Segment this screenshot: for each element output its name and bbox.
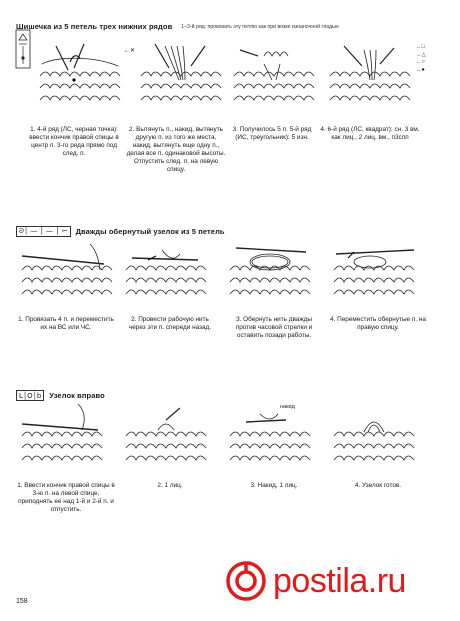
section2-step2-caption: 2. Провести рабочую нить через эти п. спереди назад. — [128, 316, 212, 331]
section3-step4-caption: 4. Узелок готов. — [354, 482, 402, 489]
section1-step4-caption: 4. 6-й ряд (ЛС, квадрат): сн. 3 вм. как лиц., 2 лиц. вм., п3спп — [320, 126, 420, 141]
section1-title: Шишечка из 5 петель трех нижних рядов — [16, 22, 173, 31]
section2-step1-illustration — [18, 240, 116, 306]
section3-step3-caption: 3. Накид, 1 лиц. — [250, 482, 298, 489]
section2-title: Дважды обернутый узелок из 5 петель — [75, 227, 225, 236]
section1-step1-illustration — [34, 36, 124, 116]
section2-step1-caption: 1. Провязать 4 п. и переместить их на ВС или ЧС. — [18, 316, 114, 331]
section1-step3-caption: 3. Получилось 5 п. 5-й ряд (ИС, треугольник): 5 изн. — [232, 126, 312, 141]
section2-header — [16, 226, 225, 237]
step1-row-marker: ←✕ — [124, 48, 136, 54]
section1-header — [16, 22, 339, 31]
bobble-symbol-chart — [14, 28, 34, 70]
section2-step4-caption: 4. Переместить обернутые п. на правую спицу. — [330, 316, 426, 331]
section2-chart-symbol: ᘐ│ — │ — │ ⌐ — [16, 226, 71, 237]
section3-step3-illustration — [226, 400, 322, 470]
section1-step2-illustration — [135, 36, 225, 116]
section1-step4-illustration — [324, 36, 414, 116]
section2-step4-illustration — [330, 240, 428, 306]
page-number: 158 — [16, 598, 28, 605]
section1-step1-caption: 1. 4-й ряд (ЛС, черная точка): ввести кончик правой спицы в центр п. 3-го ряда прямо под след. п. — [29, 126, 119, 157]
section2-step3-illustration — [226, 240, 324, 306]
step4-row-legend: ←□ →△ ←○ →● — [416, 44, 426, 73]
section3-step1-illustration — [18, 400, 114, 470]
section2-step2-illustration — [122, 240, 220, 306]
section1-note: 1–3-й ряд: провязать эту петлю как при вязке изнаночной гладью — [181, 23, 339, 30]
section2-step3-caption: 3. Обернуть нить дважды против часовой стрелки и оставить позади работы. — [235, 316, 313, 339]
section3-step4-illustration — [330, 400, 426, 470]
section1-step3-illustration — [228, 36, 318, 116]
section3-step1-caption: 1. Ввести кончик правой спицы в 3-ю п. на левой спице, приподнять ее над 1-й и 2-й п. и отпустить. — [17, 482, 115, 513]
section3-title: Узелок вправо — [49, 391, 105, 400]
section3-chart-symbol: L│O│b — [16, 390, 44, 401]
section1-step2-caption: 2. Вытянуть п., накид, вытянуть другую п. из того же места, накид, вытянуть еще одну п., делая все п. одинаковой высоты. Отпустить след. п. на левую спицу. — [126, 126, 226, 173]
watermark — [225, 560, 406, 602]
watermark-text: postila.ru — [273, 561, 406, 600]
section3-step2-illustration — [122, 400, 218, 470]
nakid-label: накид — [280, 404, 295, 410]
section3-step2-caption: 2. 1 лиц. — [157, 482, 183, 489]
postila-logo-icon — [225, 560, 267, 602]
